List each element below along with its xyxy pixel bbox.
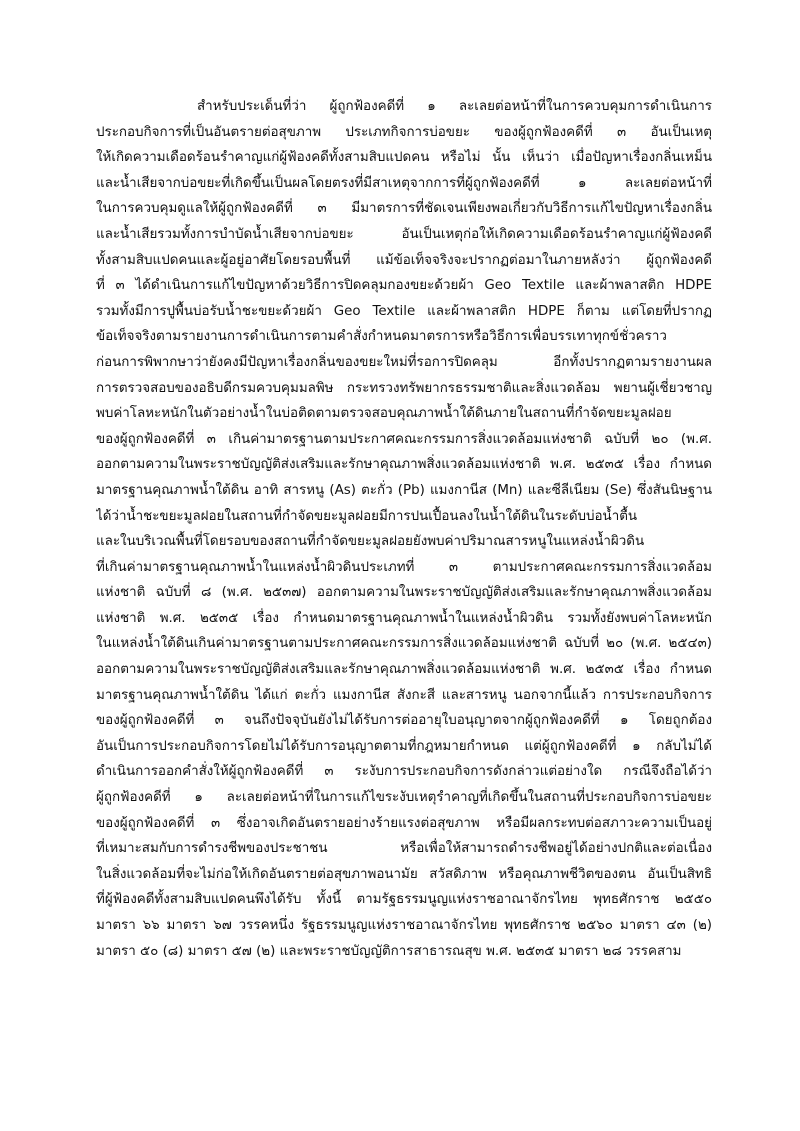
paragraph-line: ที่ ๓ ได้ดำเนินการแก้ไขปัญหาด้วยวิธีการปิดคลุมกองขยะด้วยผ้า Geo Textile และผ้าพลาสติก HDPE (96, 278, 712, 294)
paragraph-line: ในการควบคุมดูแลให้ผู้ถูกฟ้องคดีที่ ๓ มีมาตรการที่ชัดเจนเพียงพอเกี่ยวกับวิธีการแก้ไขปัญหาเรื่องกลิ่น (96, 201, 712, 217)
paragraph-line: ดำเนินการออกคำสั่งให้ผู้ถูกฟ้องคดีที่ ๓ ระงับการประกอบกิจการดังกล่าวแต่อย่างใด กรณีจึงถือได้ว่า (96, 764, 712, 780)
paragraph-line: แห่งชาติ พ.ศ. ๒๕๓๕ เรื่อง กำหนดมาตรฐานคุณภาพน้ำในแหล่งน้ำผิวดิน รวมทั้งยังพบค่าโลหะหนัก (96, 610, 712, 626)
paragraph-line: ในแหล่งน้ำใต้ดินเกินค่ามาตรฐานตามประกาศคณะกรรมการสิ่งแวดล้อมแห่งชาติ ฉบับที่ ๒๐ (พ.ศ. ๒๕๔๓) (96, 636, 712, 652)
paragraph-line: ของผู้ถูกฟ้องคดีที่ ๓ จนถึงปัจจุบันยังไม่ได้รับการต่ออายุใบอนุญาตจากผู้ถูกฟ้องคดีที่ ๑ โดยถูกต้อง (96, 713, 712, 729)
body-paragraph (96, 94, 712, 964)
paragraph-line: และน้ำเสียรวมทั้งการบำบัดน้ำเสียจากบ่อขยะ อันเป็นเหตุก่อให้เกิดความเดือดร้อนรำคาญแก่ผู้ฟ้องคดี (96, 226, 712, 242)
paragraph-line: มาตรฐานคุณภาพน้ำใต้ดิน อาทิ สารหนู (As) ตะกั่ว (Pb) แมงกานีส (Mn) และซีลีเนียม (Se) ซึ่งสันนิษฐาน (96, 482, 712, 498)
paragraph-line: ของผู้ถูกฟ้องคดีที่ ๓ เกินค่ามาตรฐานตามประกาศคณะกรรมการสิ่งแวดล้อมแห่งชาติ ฉบับที่ ๒๐ (พ.ศ. (96, 431, 712, 447)
paragraph-line: ที่เหมาะสมกับการดำรงชีพของประชาชน หรือเพื่อให้สามารถดำรงชีพอยู่ได้อย่างปกติและต่อเนื่อง (96, 841, 712, 857)
paragraph-line: อันเป็นการประกอบกิจการโดยไม่ได้รับการอนุญาตตามที่กฎหมายกำหนด แต่ผู้ถูกฟ้องคดีที่ ๑ กลับไม่ได้ (96, 738, 712, 754)
paragraph-line: และในบริเวณพื้นที่โดยรอบของสถานที่กำจัดขยะมูลฝอยยังพบค่าปริมาณสารหนูในแหล่งน้ำผิวดิน (96, 534, 645, 550)
paragraph-line: และน้ำเสียจากบ่อขยะที่เกิดขึ้นเป็นผลโดยตรงที่มีสาเหตุจากการที่ผู้ถูกฟ้องคดีที่ ๑ ละเลยต่อหน้าที่ (96, 175, 712, 191)
paragraph-line: ข้อเท็จจริงตามรายงานการดำเนินการตามคำสั่งกำหนดมาตรการหรือวิธีการเพื่อบรรเทาทุกข์ชั่วคราว (96, 329, 667, 345)
paragraph-line: ของผู้ถูกฟ้องคดีที่ ๓ ซึ่งอาจเกิดอันตรายอย่างร้ายแรงต่อสุขภาพ หรือมีผลกระทบต่อสภาวะความเป็นอยู่ (96, 815, 712, 831)
paragraph-line: ทั้งสามสิบแปดคนและผู้อยู่อาศัยโดยรอบพื้นที่ แม้ข้อเท็จจริงจะปรากฏต่อมาในภายหลังว่า ผู้ถูกฟ้องคดี (96, 252, 712, 268)
paragraph-line: ที่เกินค่ามาตรฐานคุณภาพน้ำในแหล่งน้ำผิวดินประเภทที่ ๓ ตามประกาศคณะกรรมการสิ่งแวดล้อม (96, 559, 712, 575)
paragraph-line: ผู้ถูกฟ้องคดีที่ ๑ ละเลยต่อหน้าที่ในการแก้ไขระงับเหตุรำคาญที่เกิดขึ้นในสถานที่ประกอบกิจการบ่อขยะ (96, 790, 712, 806)
paragraph-line: ให้เกิดความเดือดร้อนรำคาญแก่ผู้ฟ้องคดีทั้งสามสิบแปดคน หรือไม่ นั้น เห็นว่า เมื่อปัญหาเรื่องกลิ่นเหม็น (96, 150, 712, 166)
paragraph-line: มาตรา ๕๐ (๘) มาตรา ๕๗ (๒) และพระราชบัญญัติการสาธารณสุข พ.ศ. ๒๕๓๕ มาตรา ๒๘ วรรคสาม (96, 943, 682, 959)
paragraph-line: มาตรฐานคุณภาพน้ำใต้ดิน ได้แก่ ตะกั่ว แมงกานีส สังกะสี และสารหนู นอกจากนี้แล้ว การประกอบกิจการ (96, 687, 712, 703)
paragraph-line: ประกอบกิจการที่เป็นอันตรายต่อสุขภาพ ประเภทกิจการบ่อขยะ ของผู้ถูกฟ้องคดีที่ ๓ อันเป็นเหตุ (96, 124, 712, 140)
paragraph-line: พบค่าโลหะหนักในตัวอย่างน้ำในบ่อติดตามตรวจสอบคุณภาพน้ำใต้ดินภายในสถานที่กำจัดขยะมูลฝอย (96, 406, 672, 422)
paragraph-line: สำหรับประเด็นที่ว่า ผู้ถูกฟ้องคดีที่ ๑ ละเลยต่อหน้าที่ในการควบคุมการดำเนินการ (197, 99, 712, 114)
paragraph-line: ได้ว่าน้ำชะขยะมูลฝอยในสถานที่กำจัดขยะมูลฝอยมีการปนเปื้อนลงในน้ำใต้ดินในระดับบ่อน้ำตื้น (96, 508, 638, 524)
paragraph-line: ก่อนการพิพากษาว่ายังคงมีปัญหาเรื่องกลิ่นของขยะใหม่ที่รอการปิดคลุม อีกทั้งปรากฏตามรายงานผล (96, 354, 712, 370)
paragraph-line: แห่งชาติ ฉบับที่ ๘ (พ.ศ. ๒๕๓๗) ออกตามความในพระราชบัญญัติส่งเสริมและรักษาคุณภาพสิ่งแวดล้อม (96, 585, 712, 601)
paragraph-line: การตรวจสอบของอธิบดีกรมควบคุมมลพิษ กระทรวงทรัพยากรธรรมชาติและสิ่งแวดล้อม พยานผู้เชี่ยวชาญ (96, 380, 712, 396)
paragraph-line: ในสิ่งแวดล้อมที่จะไม่ก่อให้เกิดอันตรายต่อสุขภาพอนามัย สวัสดิภาพ หรือคุณภาพชีวิตของตน อันเป็นสิทธิ (96, 866, 712, 882)
paragraph-line: รวมทั้งมีการปูพื้นบ่อรับน้ำชะขยะด้วยผ้า Geo Textile และผ้าพลาสติก HDPE ก็ตาม แต่โดยที่ปรากฏ (96, 303, 712, 319)
paragraph-line: มาตรา ๖๖ มาตรา ๖๗ วรรคหนึ่ง รัฐธรรมนูญแห่งราชอาณาจักรไทย พุทธศักราช ๒๕๖๐ มาตรา ๔๓ (๒) (96, 918, 712, 933)
paragraph-line: ออกตามความในพระราชบัญญัติส่งเสริมและรักษาคุณภาพสิ่งแวดล้อมแห่งชาติ พ.ศ. ๒๕๓๕ เรื่อง กำหนด (96, 457, 712, 473)
paragraph-line: ออกตามความในพระราชบัญญัติส่งเสริมและรักษาคุณภาพสิ่งแวดล้อมแห่งชาติ พ.ศ. ๒๕๓๕ เรื่อง กำหนด (96, 662, 712, 678)
paragraph-line: ที่ผู้ฟ้องคดีทั้งสามสิบแปดคนพึงได้รับ ทั้งนี้ ตามรัฐธรรมนูญแห่งราชอาณาจักรไทย พุทธศักราช ๒๕๕๐ (96, 892, 712, 908)
